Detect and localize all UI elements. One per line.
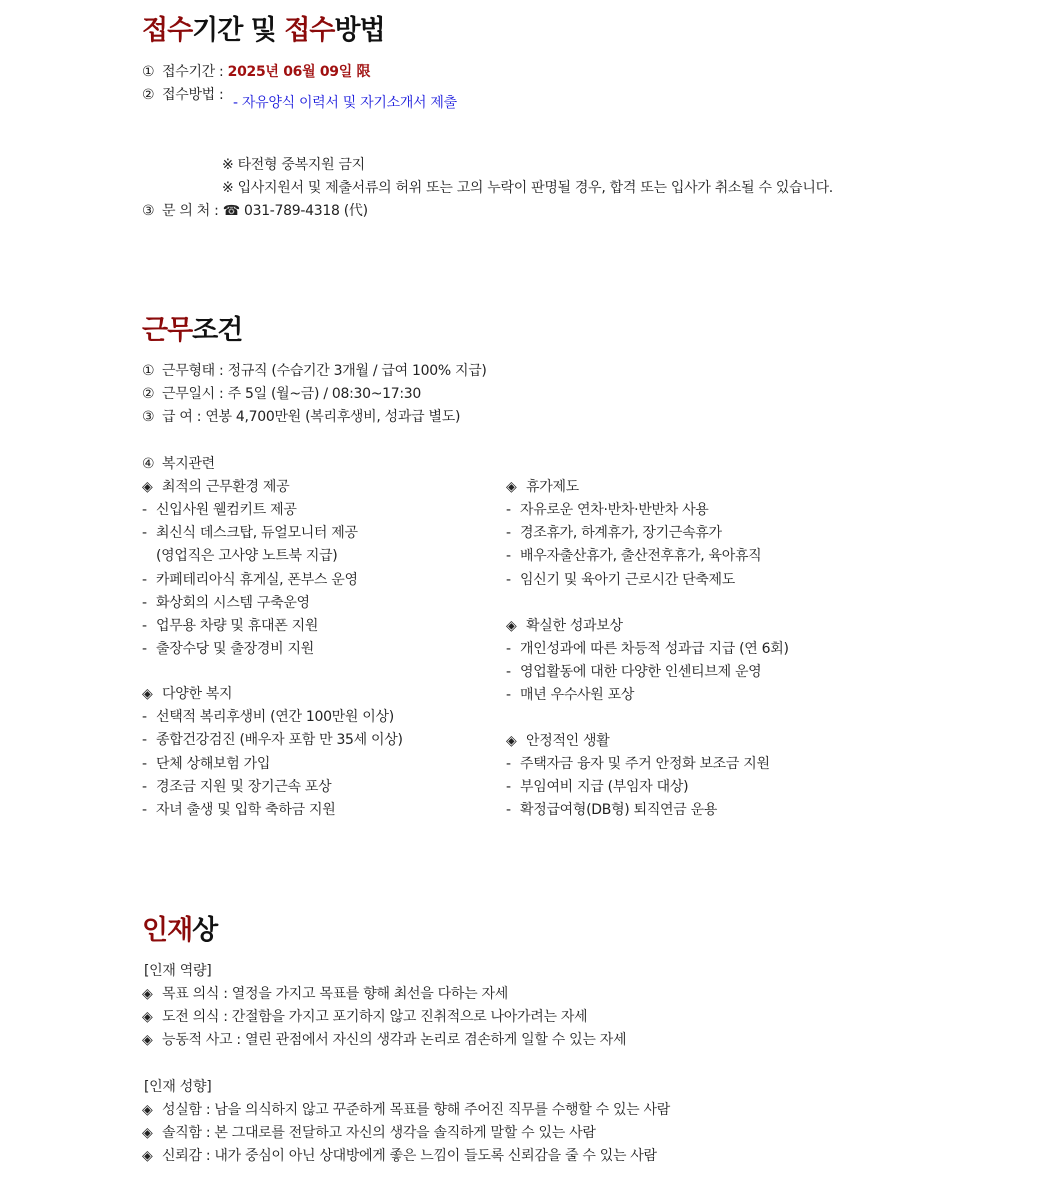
talent-group-title: [인재 역량] [144,963,212,979]
diamond-bullet-icon: ◈ [142,1009,153,1025]
list-item: ◈ 능동적 사고 : 열린 관점에서 자신의 생각과 논리로 겸손하게 일할 수 있는 자세 [142,1032,627,1048]
diamond-bullet-icon: ◈ [142,1032,153,1048]
welfare-group-title: ◈ 확실한 성과보상 [506,618,623,634]
diamond-bullet-icon: ◈ [142,1148,153,1164]
section-title-talent: 인재상 [142,915,218,946]
list-item: - 종합건강검진 (배우자 포함 만 35세 이상) [142,732,403,748]
application-method-value: - 자유양식 이력서 및 자기소개서 제출 [233,95,457,111]
deadline-date: 2025년 06월 09일 限 [227,64,371,80]
diamond-bullet-icon: ◈ [142,986,153,1002]
diamond-bullet-icon: ◈ [142,1125,153,1141]
diamond-bullet-icon: ◈ [142,1102,153,1118]
list-item: (영업직은 고사양 노트북 지급) [156,548,338,564]
list-item: - 최신식 데스크탑, 듀얼모니터 제공 [142,525,358,541]
section-conditions [142,314,1022,818]
list-item: - 확정급여형(DB형) 퇴직연금 운용 [506,802,718,818]
condition-item: ③ 급 여 : 연봉 4,700만원 (복리후생비, 성과급 별도) [142,409,461,425]
list-item: - 단체 상해보험 가입 [142,756,271,772]
contact-info: ③ 문 의 처 : ☎ 031-789-4318 (代) [142,203,368,219]
list-item: - 카페테리아식 휴게실, 폰부스 운영 [142,572,358,588]
welfare-group-title: ◈ 안정적인 생활 [506,733,610,749]
list-item: - 선택적 복리후생비 (연간 100만원 이상) [142,709,394,725]
list-item: ◈ 목표 의식 : 열정을 가지고 목표를 향해 최선을 다하는 자세 [142,986,508,1002]
list-item: - 업무용 차량 및 휴대폰 지원 [142,618,319,634]
application-method: ② 접수방법 : [142,87,224,103]
diamond-bullet-icon: ◈ [142,686,153,702]
section-talent [142,914,1022,1164]
diamond-bullet-icon: ◈ [506,733,517,749]
list-item: - 배우자출산휴가, 출산전후휴가, 육아휴직 [506,548,762,564]
list-item: - 화상회의 시스템 구축운영 [142,595,310,611]
list-item: - 매년 우수사원 포상 [506,687,635,703]
note-duplicate: ※ 타전형 중복지원 금지 [222,157,365,173]
list-item: - 출장수당 및 출장경비 지원 [142,641,314,657]
application-period: ① 접수기간 : 2025년 06월 09일 限 [142,64,371,80]
diamond-bullet-icon: ◈ [506,618,517,634]
list-item: - 임신기 및 육아기 근로시간 단축제도 [506,572,735,588]
welfare-group-title: ◈ 휴가제도 [506,479,579,495]
condition-item: ④ 복지관련 [142,456,215,472]
talent-group-title: [인재 성향] [144,1079,212,1095]
list-item: ◈ 도전 의식 : 간절함을 가지고 포기하지 않고 진취적으로 나아가려는 자세 [142,1009,588,1025]
list-item: - 경조금 지원 및 장기근속 포상 [142,779,332,795]
condition-item: ② 근무일시 : 주 5일 (월~금) / 08:30~17:30 [142,386,422,402]
list-item: - 주택자금 융자 및 주거 안정화 보조금 지원 [506,756,770,772]
list-item: - 경조휴가, 하계휴가, 장기근속휴가 [506,525,722,541]
list-item: - 영업활동에 대한 다양한 인센티브제 운영 [506,664,762,680]
list-item: - 자녀 출생 및 입학 축하금 지원 [142,802,336,818]
list-item: ◈ 신뢰감 : 내가 중심이 아닌 상대방에게 좋은 느낌이 들도록 신뢰감을 줄 수 있는 사람 [142,1148,657,1164]
list-item: ◈ 솔직함 : 본 그대로를 전달하고 자신의 생각을 솔직하게 말할 수 있는 사람 [142,1125,596,1141]
diamond-bullet-icon: ◈ [142,479,153,495]
section-title-conditions: 근무조건 [142,315,243,346]
welfare-group-title: ◈ 최적의 근무환경 제공 [142,479,290,495]
list-item: - 부임여비 지급 (부임자 대상) [506,779,689,795]
diamond-bullet-icon: ◈ [506,479,517,495]
list-item: - 자유로운 연차·반차·반반차 사용 [506,502,709,518]
note-false-document: ※ 입사지원서 및 제출서류의 허위 또는 고의 누락이 판명될 경우, 합격 또는 입사가 취소될 수 있습니다. [222,180,833,196]
condition-item: ① 근무형태 : 정규직 (수습기간 3개월 / 급여 100% 지급) [142,363,487,379]
section-title-application: 접수기간 및 접수방법 [142,15,385,46]
list-item: - 신입사원 웰컴키트 제공 [142,502,297,518]
list-item: ◈ 성실함 : 남을 의식하지 않고 꾸준하게 목표를 향해 주어진 직무를 수행할 수 있는 사람 [142,1102,670,1118]
list-item: - 개인성과에 따른 차등적 성과급 지급 (연 6회) [506,641,789,657]
welfare-group-title: ◈ 다양한 복지 [142,686,233,702]
section-application [142,14,1022,219]
